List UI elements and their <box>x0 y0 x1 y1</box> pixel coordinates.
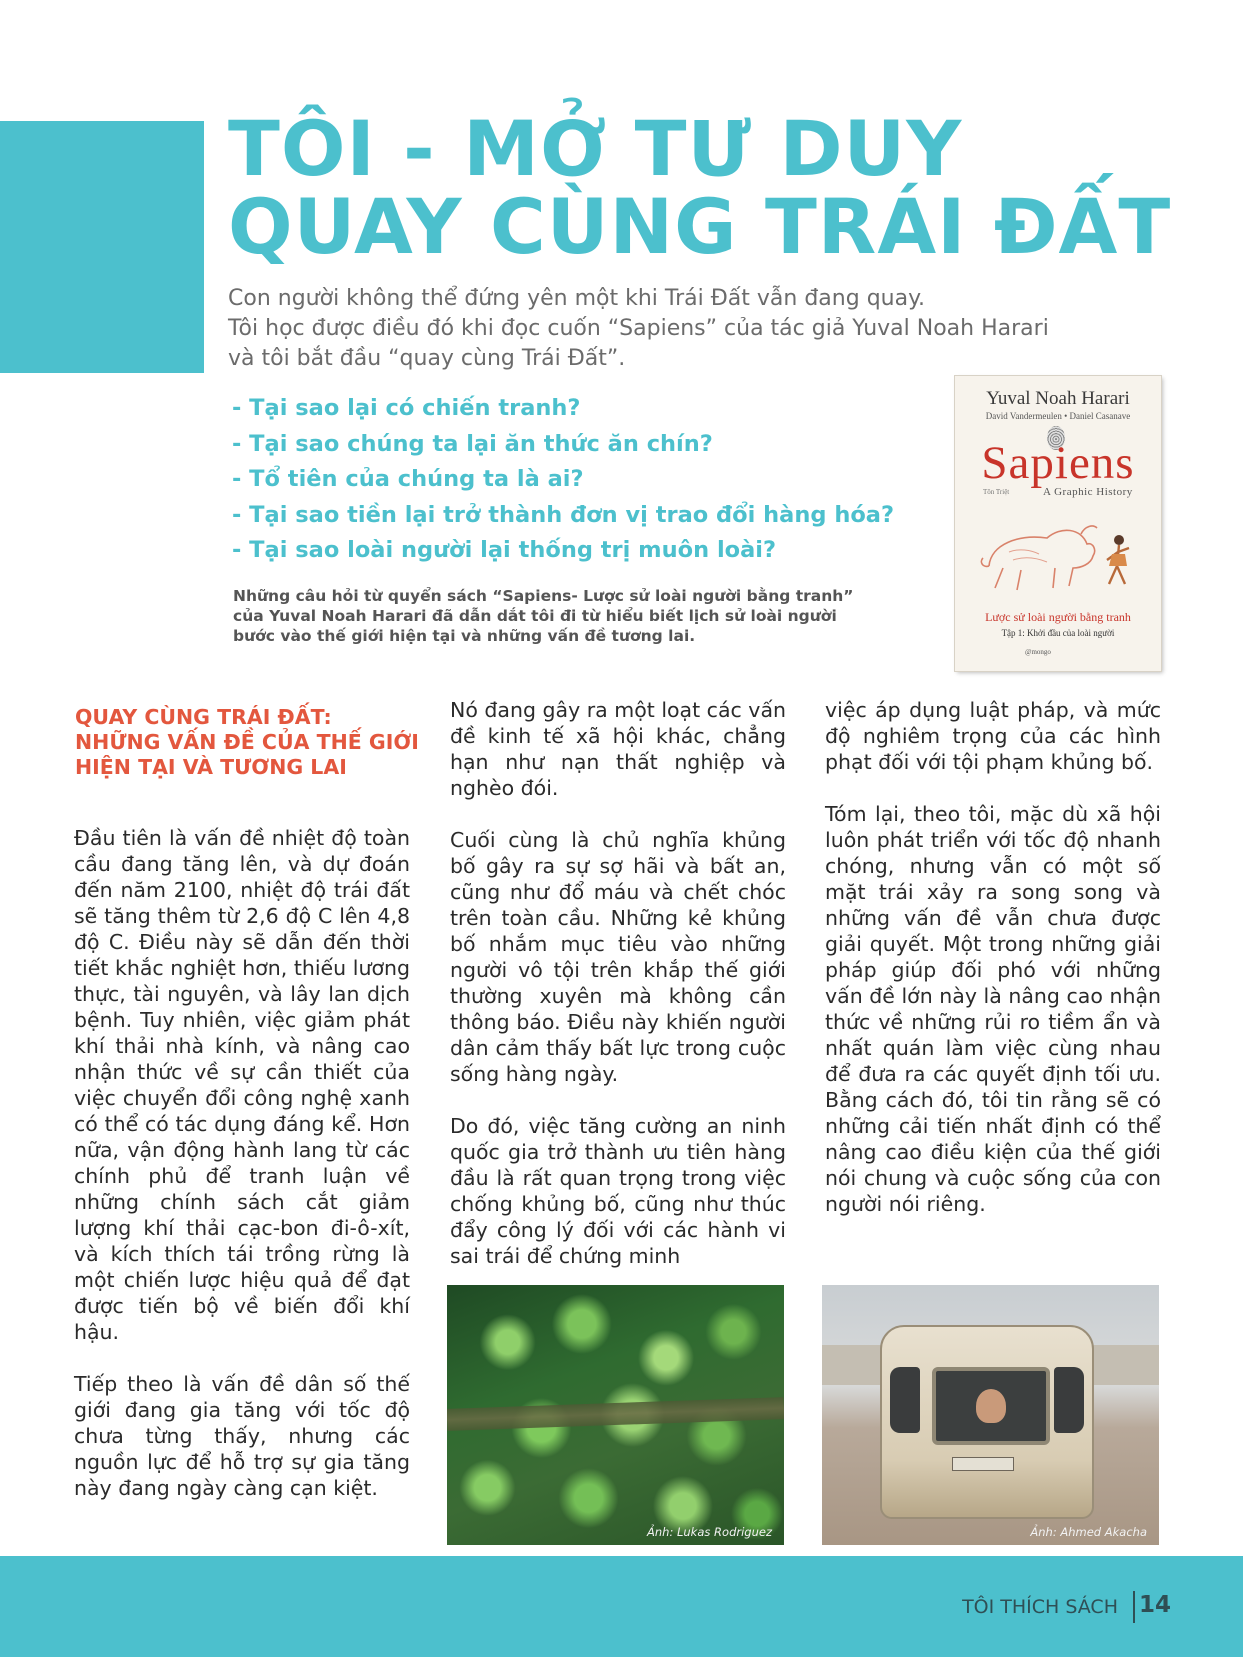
van-body <box>880 1325 1094 1519</box>
question-item: - Tại sao chúng ta lại ăn thức ăn chín? <box>232 430 713 457</box>
magazine-section-label: TÔI THÍCH SÁCH <box>962 1596 1118 1618</box>
caption-line-2: của Yuval Noah Harari đã dẫn dắt tôi đi từ hiểu biết lịch sử loài người <box>233 607 837 625</box>
paragraph: Tóm lại, theo tôi, mặc dù xã hội luôn phát triển với tốc độ nhanh chóng, nhưng vẫn có một số mặt trái xảy ra song song và những vấn đề vẫn chưa được giải quyết. Một trong những giải pháp giúp đối phó với những vấn đề lớn này là nâng cao nhận thức về những rủi ro tiềm ẩn và nhất quán làm việc cùng nhau để đưa ra các quyết định tối ưu. Bằng cách đó, tôi tin rằng sẽ có những cải tiến nhất định có thể nâng cao điều kiện của thế giới nói chung và cuộc sống của con người nói riêng. <box>825 802 1161 1216</box>
book-publisher: @mongo <box>1025 648 1051 656</box>
section-heading <box>75 705 419 780</box>
caption-line-3: bước vào thế giới hiện tại và những vấn đề tương lai. <box>233 627 696 645</box>
title-line-1: TÔI - MỞ TƯ DUY <box>228 104 963 193</box>
title-line-2: QUAY CÙNG TRÁI ĐẤT <box>228 182 1172 271</box>
paragraph: việc áp dụng luật pháp, và mức độ nghiêm trọng của các hình phạt đối với tội phạm khủng bố. <box>825 698 1161 774</box>
van-photo <box>822 1285 1159 1545</box>
intro-line-3: và tôi bắt đầu “quay cùng Trái Đất”. <box>228 346 626 371</box>
question-item: - Tại sao lại có chiến tranh? <box>232 395 581 421</box>
paragraph: Nó đang gây ra một loạt các vấn đề kinh tế xã hội khác, chẳng hạn như nạn thất nghiệp và nghèo đói. <box>450 698 786 800</box>
intro-text <box>228 284 1188 374</box>
van-side-window-right <box>1054 1367 1084 1433</box>
photo-credit: Ảnh: Lukas Rodriguez <box>647 1525 772 1539</box>
accent-block <box>0 121 204 373</box>
book-vn-title: Lược sử loài người bằng tranh <box>985 610 1131 624</box>
paragraph: Tiếp theo là vấn đề dân số thế giới đang gia tăng với tốc độ chưa từng thấy, nhưng các nguồn lực để hỗ trợ sự gia tăng này đang ngày càng cạn kiệt. <box>74 1372 410 1500</box>
book-author: Yuval Noah Harari <box>986 388 1130 409</box>
column-2 <box>450 697 786 1295</box>
page-number: 14 <box>1138 1592 1171 1618</box>
child-figure <box>976 1389 1006 1423</box>
caption-line-1: Những câu hỏi từ quyển sách “Sapiens- Lược sử loài người bằng tranh” <box>233 587 854 605</box>
van-side-window-left <box>890 1367 920 1433</box>
paragraph: Cuối cùng là chủ nghĩa khủng bố gây ra sự sợ hãi và bất an, cũng như đổ máu và chết chóc trên toàn cầu. Những kẻ khủng bố nhắm mục tiêu vào những người vô tội trên khắp thế giới thường xuyên mà không cần thông báo. Điều này khiến người dân cảm thấy bất lực trong cuộc sống hàng ngày. <box>450 828 786 1086</box>
building-right <box>1089 1345 1159 1385</box>
question-list <box>232 391 894 569</box>
book-coauthors: David Vandermeulen • Daniel Casanave <box>985 411 1131 421</box>
footer-bar <box>0 1556 1243 1657</box>
photo-credit: Ảnh: Ahmed Akacha <box>1030 1525 1147 1539</box>
book-translator: Tôn Triệt <box>983 488 1010 496</box>
van-rear-window <box>932 1367 1050 1445</box>
footer-divider <box>1133 1591 1135 1623</box>
section-heading-line-2: NHỮNG VẤN ĐỀ CỦA THẾ GIỚI <box>75 730 419 754</box>
question-item: - Tại sao loài người lại thống trị muôn loài? <box>232 537 777 563</box>
question-item: - Tổ tiên của chúng ta là ai? <box>232 466 584 492</box>
book-name: Sapiens <box>981 437 1135 489</box>
forest-road <box>447 1397 784 1431</box>
license-plate <box>952 1457 1014 1471</box>
section-heading-line-3: HIỆN TẠI VÀ TƯƠNG LAI <box>75 755 347 779</box>
question-item: - Tại sao tiền lại trở thành đơn vị trao đổi hàng hóa? <box>232 501 895 528</box>
column-1 <box>74 825 410 1527</box>
section-heading-bold: QUAY CÙNG TRÁI ĐẤT: <box>75 705 332 729</box>
building-left <box>822 1345 882 1385</box>
book-volume: Tập 1: Khởi đầu của loài người <box>1001 628 1115 638</box>
page-title <box>228 104 1172 271</box>
book-subtitle: A Graphic History <box>1043 486 1133 498</box>
intro-line-1: Con người không thể đứng yên một khi Trái Đất vẫn đang quay. <box>228 286 925 311</box>
bison-illustration <box>969 504 1147 604</box>
forest-photo <box>447 1285 784 1545</box>
book-caption <box>233 586 873 646</box>
column-3 <box>825 697 1161 1243</box>
book-cover <box>955 376 1161 671</box>
paragraph: Đầu tiên là vấn đề nhiệt độ toàn cầu đang tăng lên, và dự đoán đến năm 2100, nhiệt độ trái đất sẽ tăng thêm từ 2,6 độ C lên 4,8 độ C. Điều này sẽ dẫn đến thời tiết khắc nghiệt hơn, thiếu lương thực, tài nguyên, và lây lan dịch bệnh. Tuy nhiên, việc giảm phát khí thải nhà kính, và nâng cao nhận thức về sự cần thiết của việc chuyển đổi công nghệ xanh có thể có tác dụng đáng kể. Hơn nữa, vận động hành lang từ các chính phủ để tranh luận về những chính sách cắt giảm lượng khí thải cạc-bon đi-ô-xít, và kích thích tái trồng rừng là một chiến lược hiệu quả để đạt được tiến bộ về biến đổi khí hậu. <box>74 826 410 1344</box>
intro-line-2: Tôi học được điều đó khi đọc cuốn “Sapiens” của tác giả Yuval Noah Harari <box>228 316 1049 341</box>
paragraph: Do đó, việc tăng cường an ninh quốc gia trở thành ưu tiên hàng đầu là rất quan trọng trong việc chống khủng bố, cũng như thúc đẩy công lý đối với các hành vi sai trái để chứng minh <box>450 1114 786 1268</box>
